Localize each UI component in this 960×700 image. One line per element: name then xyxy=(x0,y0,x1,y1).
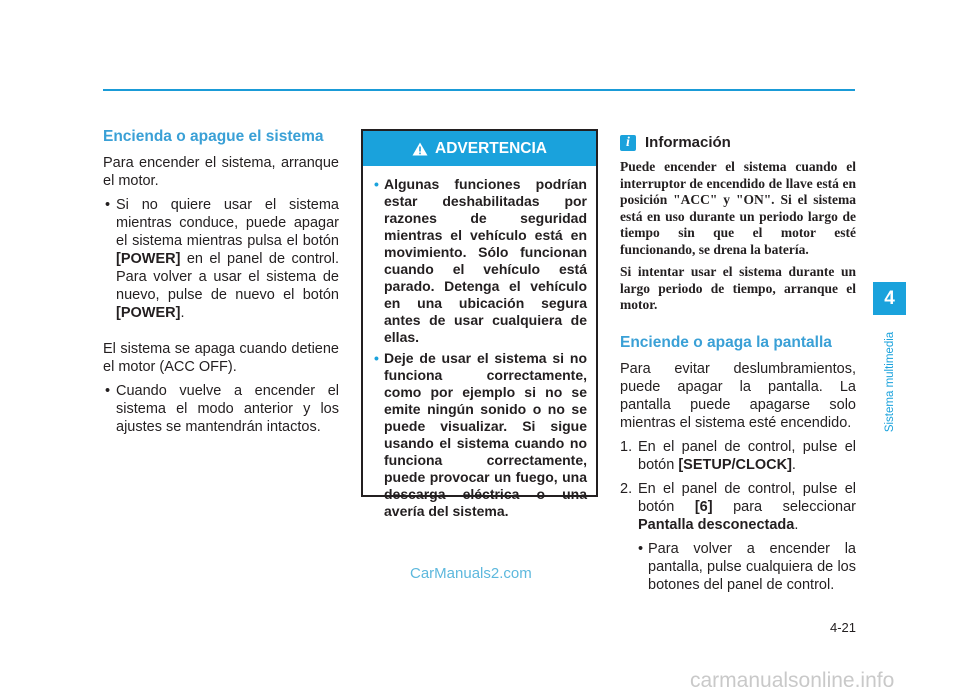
step-text: En el panel de control, pulse el botón [6] para seleccionar Pantalla desconectada. xyxy=(638,480,856,533)
info-paragraph: Si intentar usar el sistema durante un largo periodo de tiempo, arranque el motor. xyxy=(620,264,856,312)
chapter-tab: 4 xyxy=(873,282,906,315)
page-number: 4-21 xyxy=(829,620,856,635)
info-icon: i xyxy=(620,135,636,151)
info-header xyxy=(620,134,856,151)
bullet-dot: • xyxy=(638,540,644,557)
section-title-screen: Enciende o apaga la pantalla xyxy=(620,333,832,351)
paragraph: El sistema se apaga cuando detiene el motor (ACC OFF). xyxy=(103,341,339,375)
warning-box xyxy=(361,129,598,519)
bullet-item xyxy=(103,382,339,436)
watermark-bottom[interactable]: carmanualsonline.info xyxy=(690,669,895,692)
bullet-dot: • xyxy=(374,350,379,366)
info-paragraph: Puede encender el sistema cuando el interruptor de encendido de llave está en posición "ACC" y "ON". Si el sistema está en uso durante un periodo largo de tiempo sin que el motor esté funcionando, se drena la batería. xyxy=(620,159,856,257)
step-item xyxy=(620,480,856,534)
warning-text: Algunas funciones podrían estar deshabilitadas por razones de seguridad mientras el vehículo está en movimiento. Sólo funcionan cuando el vehículo está parado. Detenga el vehículo en una ubicación segura antes de usar cualquiera de ellas. xyxy=(384,176,587,345)
warning-header xyxy=(363,131,596,166)
paragraph: Para evitar deslumbramientos, puede apagar la pantalla. La pantalla puede apagarse solo mientras el sistema esté encendido. xyxy=(620,360,856,431)
sub-bullet-item xyxy=(620,540,856,594)
right-column xyxy=(620,134,856,594)
watermark-top[interactable]: CarManuals2.com xyxy=(410,565,532,582)
bullet-item xyxy=(103,196,339,322)
info-title: Información xyxy=(645,134,731,151)
sub-bullet-text: Para volver a encender la pantalla, pulse cualquiera de los botones del panel de control. xyxy=(648,540,856,593)
warning-icon xyxy=(412,142,428,156)
bullet-text: Cuando vuelve a encender el sistema el modo anterior y los ajustes se mantendrán intactos. xyxy=(116,383,339,435)
top-rule xyxy=(103,89,855,91)
bullet-dot: • xyxy=(374,176,379,192)
left-column xyxy=(103,128,339,436)
chapter-label: Sistema multimedia xyxy=(884,331,896,433)
step-number: 2. xyxy=(620,480,633,497)
bullet-dot: • xyxy=(105,383,111,399)
bullet-text: Si no quiere usar el sistema mientras conduce, puede apagar el sistema mientras pulsa el botón [POWER] en el panel de control. Para volver a usar el sistema de nuevo, pulse de nuevo el botón [POWER]. xyxy=(116,197,339,321)
paragraph: Para encender el sistema, arranque el motor. xyxy=(103,155,339,189)
section-title-power: Encienda o apague el sistema xyxy=(103,128,324,145)
warning-body xyxy=(363,166,596,520)
step-number: 1. xyxy=(620,438,633,455)
warning-title: ADVERTENCIA xyxy=(435,139,547,157)
step-item xyxy=(620,438,856,474)
bullet-dot: • xyxy=(105,197,111,213)
warning-text: Deje de usar el sistema si no funciona correctamente, como por ejemplo si no se emite ningún sonido o no se puede visualizar. Si sigue usando el sistema cuando no funciona correctamente, puede provocar un fuego, una descarga eléctrica o una avería del sistema. xyxy=(384,350,587,519)
step-text: En el panel de control, pulse el botón [SETUP/CLOCK]. xyxy=(638,438,856,473)
warning-item xyxy=(374,350,587,520)
warning-item xyxy=(374,176,587,346)
